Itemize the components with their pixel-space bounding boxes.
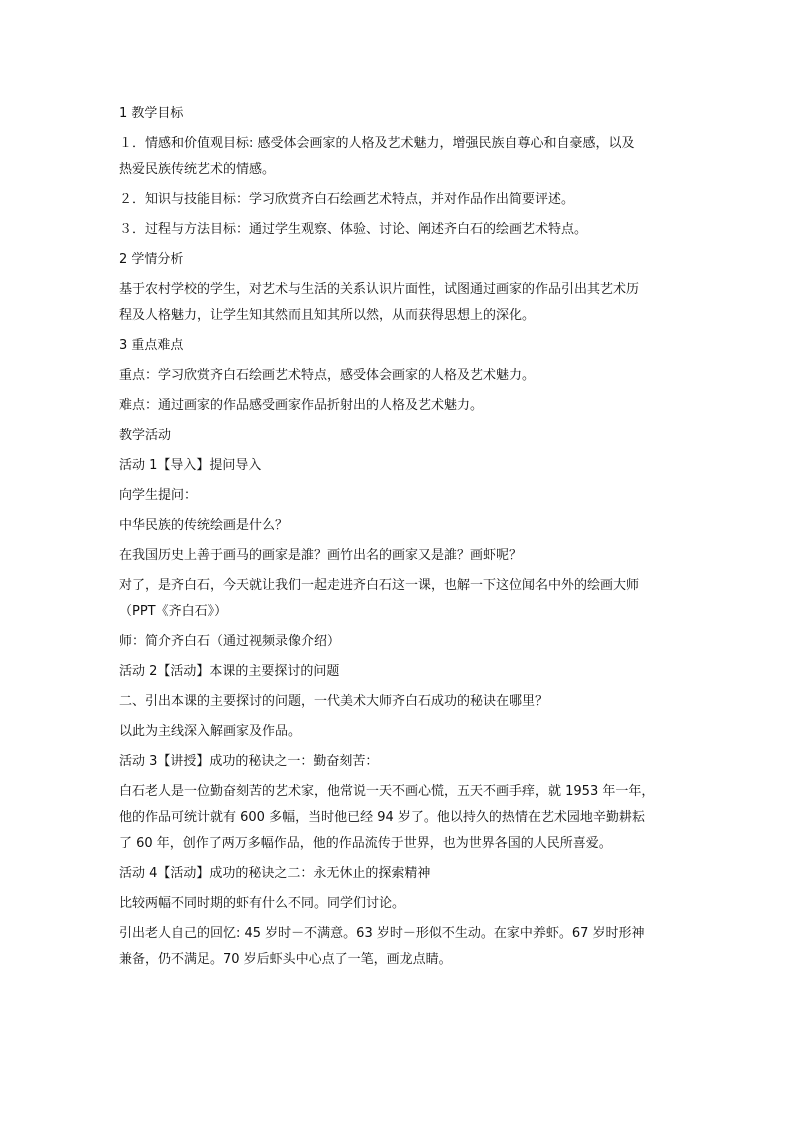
activity-3-line-2: 他的作品可统计就有 600 多幅，当时他已经 94 岁了。他以持久的热情在艺术园地辛勤耕耘 bbox=[119, 810, 645, 825]
difficult-point: 难点：通过画家的作品感受画家作品折射出的人格及艺术魅力。 bbox=[119, 398, 484, 413]
activity-3-line-3: 了 60 年，创作了两万多幅作品，他的作品流传于世界，也为世界各国的人民所喜爱。 bbox=[119, 836, 612, 851]
key-heading: 3 重点难点 bbox=[119, 338, 184, 353]
activity-1-line-2: 中华民族的传统绘画是什么？ bbox=[119, 518, 289, 533]
activity-1-line-4: 对了，是齐白石，今天就让我们一起走进齐白石这一课，也解一下这位闻名中外的绘画大师 bbox=[119, 578, 640, 593]
activity-3-title: 活动 3【讲授】成功的秘诀之一：勤奋刻苦： bbox=[119, 754, 379, 769]
goal-2: ２．知识与技能目标：学习欣赏齐白石绘画艺术特点，并对作品作出简要评述。 bbox=[119, 192, 575, 207]
activity-2-title: 活动 2【活动】本课的主要探讨的问题 bbox=[119, 664, 340, 679]
goal-1-line-1: １．情感和价值观目标: 感受体会画家的人格及艺术魅力，增强民族自尊心和自豪感，以及 bbox=[119, 136, 635, 151]
activity-4-title: 活动 4【活动】成功的秘诀之二：永无休止的探索精神 bbox=[119, 866, 431, 881]
activity-4-line-3: 兼备，仍不满足。70 岁后虾头中心点了一笔，画龙点睛。 bbox=[119, 952, 452, 967]
activities-heading: 教学活动 bbox=[119, 428, 172, 443]
goal-1-line-2: 热爱民族传统艺术的情感。 bbox=[119, 162, 276, 177]
activity-3-line-1: 白石老人是一位勤奋刻苦的艺术家，他常说一天不画心慌，五天不画手痒，就 1953 年一年， bbox=[119, 784, 655, 799]
document-page bbox=[119, 101, 679, 973]
analysis-line-2: 程及人格魅力，让学生知其然而且知其所以然，从而获得思想上的深化。 bbox=[119, 308, 536, 323]
activity-4-line-1: 比较两幅不同时期的虾有什么不同。同学们讨论。 bbox=[119, 896, 406, 911]
analysis-heading: 2 学情分析 bbox=[119, 252, 184, 267]
activity-4-line-2: 引出老人自己的回忆: 45 岁时－不满意。63 岁时－形似不生动。在家中养虾。67 岁时形神 bbox=[119, 926, 645, 941]
key-point: 重点：学习欣赏齐白石绘画艺术特点，感受体会画家的人格及艺术魅力。 bbox=[119, 368, 536, 383]
activity-1-line-3: 在我国历史上善于画马的画家是誰？画竹出名的画家又是誰？画虾呢？ bbox=[119, 548, 523, 563]
activity-1-line-5: （PPT《齐白石》） bbox=[119, 604, 228, 619]
activity-1-line-1: 向学生提问： bbox=[119, 488, 198, 503]
goal-3: ３．过程与方法目标：通过学生观察、体验、讨论、阐述齐白石的绘画艺术特点。 bbox=[119, 222, 588, 237]
activity-2-line-1: 二、引出本课的主要探讨的问题，一代美术大师齐白石成功的秘诀在哪里？ bbox=[119, 694, 549, 709]
activity-1-line-6: 师：简介齐白石（通过视频录像介绍） bbox=[119, 634, 341, 649]
activity-1-title: 活动 1【导入】提问导入 bbox=[119, 458, 262, 473]
analysis-line-1: 基于农村学校的学生，对艺术与生活的关系认识片面性，试图通过画家的作品引出其艺术历 bbox=[119, 282, 640, 297]
activity-2-line-2: 以此为主线深入解画家及作品。 bbox=[119, 724, 302, 739]
goals-heading: 1 教学目标 bbox=[119, 106, 184, 121]
